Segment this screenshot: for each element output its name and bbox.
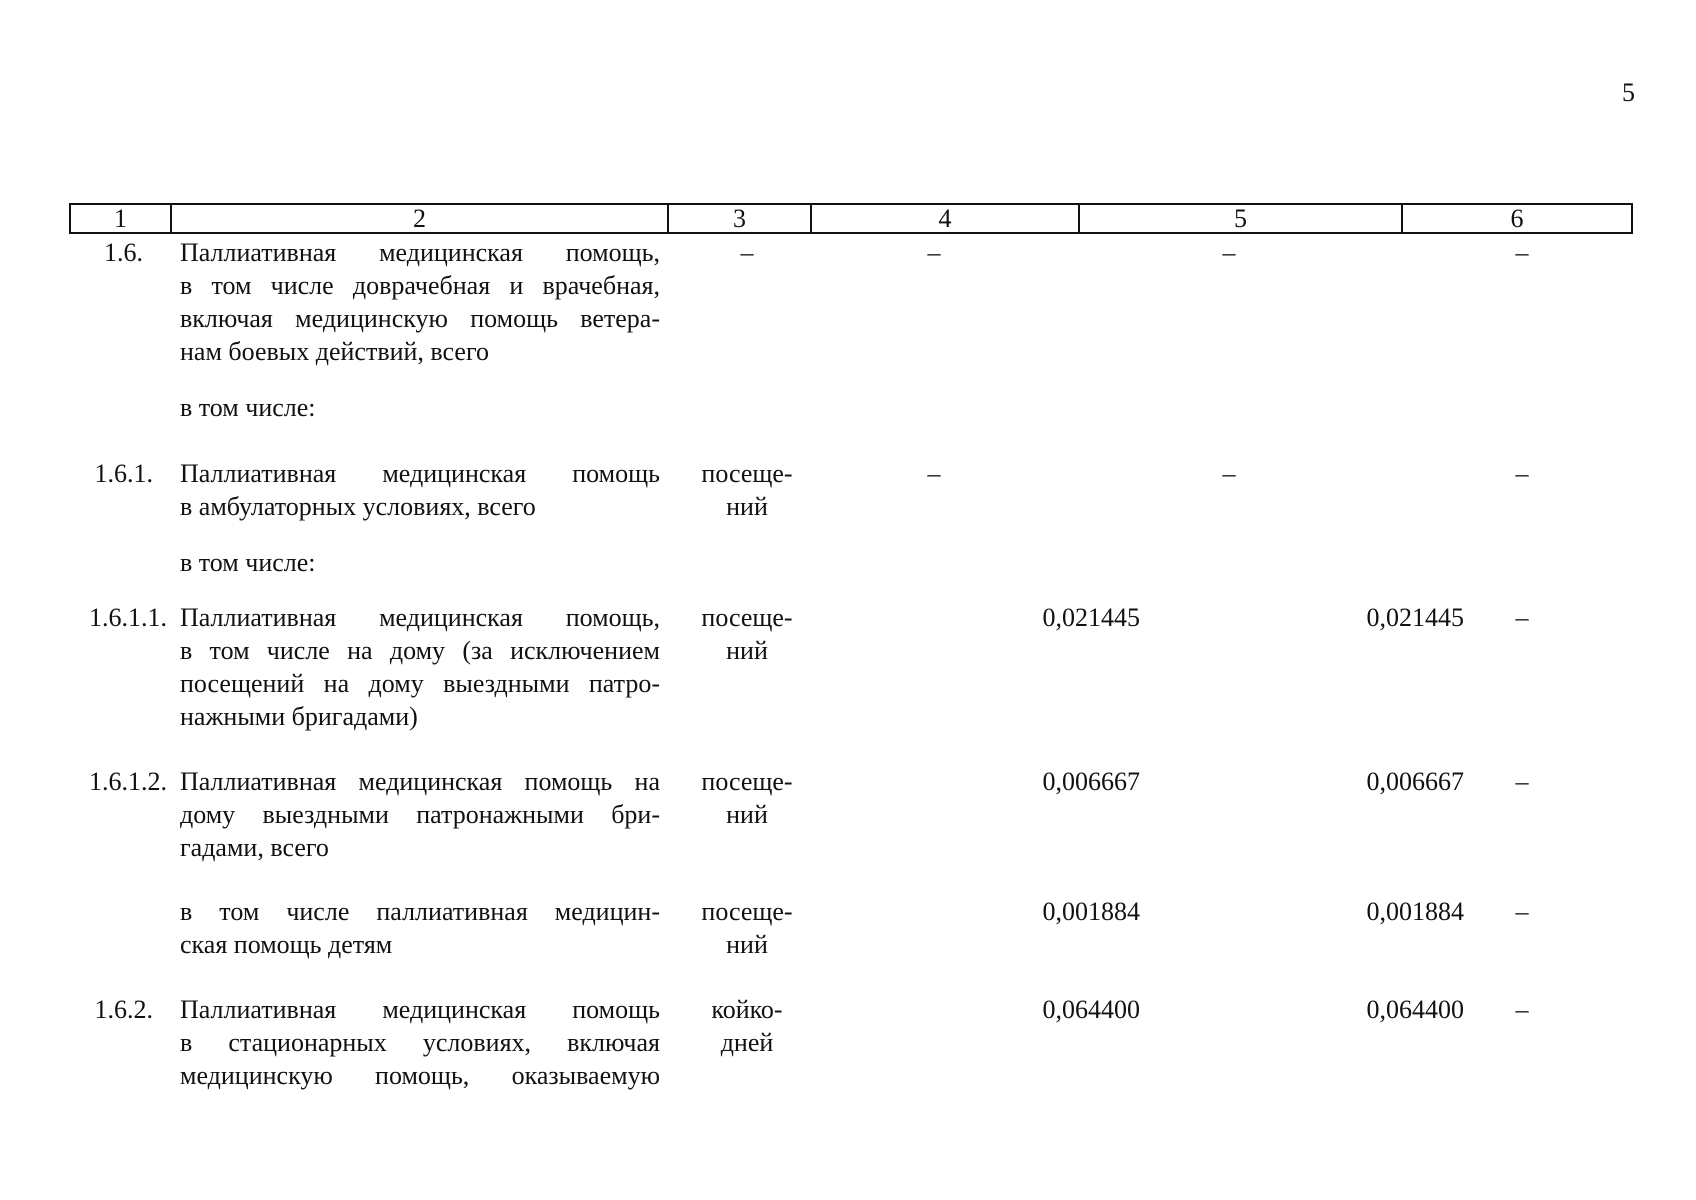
row-col4: 0,006667 <box>1042 767 1140 796</box>
row-col4: 0,001884 <box>1042 897 1140 926</box>
row-unit <box>677 457 817 523</box>
row-number: 1.6.2. <box>94 995 153 1024</box>
row-number: 1.6.1.1. <box>89 603 167 632</box>
row-number: 1.6. <box>104 238 143 267</box>
row-unit <box>677 765 817 831</box>
subheading-text: в том числе: <box>180 393 316 422</box>
row-unit <box>677 895 817 961</box>
header-col-2: 2 <box>172 205 669 232</box>
row-name-line: медицинскую помощь, оказываемую <box>180 1061 660 1090</box>
table-header-row <box>69 203 1633 234</box>
row-unit-line: посеще- <box>701 767 793 796</box>
row-name <box>180 457 660 523</box>
row-name <box>180 993 660 1092</box>
row-col4: – <box>927 238 941 267</box>
row-col6: – <box>1515 238 1529 267</box>
row-name-line: включая медицинскую помощь ветера- <box>180 304 660 333</box>
row-name-line: Паллиативная медицинская помощь <box>180 459 660 488</box>
row-col5: 0,021445 <box>1366 603 1464 632</box>
row-unit: – <box>740 238 754 267</box>
row-name-line: нажными бригадами) <box>180 702 418 731</box>
row-col5: – <box>1222 459 1236 488</box>
header-col-1: 1 <box>71 205 172 232</box>
row-number: 1.6.1.2. <box>89 767 167 796</box>
row-col4: – <box>927 459 941 488</box>
row-name-line: в том числе паллиативная медицин- <box>180 897 660 926</box>
row-col5: 0,006667 <box>1366 767 1464 796</box>
row-unit-line: посеще- <box>701 459 793 488</box>
row-unit-line: ний <box>726 930 768 959</box>
row-name-line: Паллиативная медицинская помощь <box>180 995 660 1024</box>
row-unit <box>677 601 817 667</box>
row-name <box>180 236 660 368</box>
row-name-line: в том числе доврачебная и врачебная, <box>180 271 660 300</box>
row-unit-line: койко- <box>711 995 783 1024</box>
row-name-line: в стационарных условиях, включая <box>180 1028 660 1057</box>
row-col6: – <box>1515 603 1529 632</box>
page-number: 5 <box>1622 78 1635 107</box>
row-col5: 0,064400 <box>1366 995 1464 1024</box>
row-name-line: в амбулаторных условиях, всего <box>180 492 536 521</box>
row-unit-line: дней <box>720 1028 774 1057</box>
row-unit <box>677 993 817 1059</box>
row-col6: – <box>1515 767 1529 796</box>
row-col6: – <box>1515 897 1529 926</box>
row-name-line: дому выездными патронажными бри- <box>180 800 660 829</box>
row-name-line: Паллиативная медицинская помощь, <box>180 603 660 632</box>
row-unit-line: посеще- <box>701 603 793 632</box>
header-col-4: 4 <box>812 205 1080 232</box>
row-unit-line: ний <box>726 636 768 665</box>
row-col6: – <box>1515 995 1529 1024</box>
header-col-6: 6 <box>1510 204 1524 233</box>
row-unit-line: посеще- <box>701 897 793 926</box>
row-name <box>180 601 660 733</box>
row-name-line: Паллиативная медицинская помощь, <box>180 238 660 267</box>
row-col4: 0,064400 <box>1042 995 1140 1024</box>
row-name-line: гадами, всего <box>180 833 329 862</box>
row-name-line: Паллиативная медицинская помощь на <box>180 767 660 796</box>
row-unit-line: ний <box>726 492 768 521</box>
row-name-line: посещений на дому выездными патро- <box>180 669 660 698</box>
row-col5: – <box>1222 238 1236 267</box>
row-name-line: нам боевых действий, всего <box>180 337 489 366</box>
row-col4: 0,021445 <box>1042 603 1140 632</box>
row-col6: – <box>1515 459 1529 488</box>
row-col5: 0,001884 <box>1366 897 1464 926</box>
row-name <box>180 895 660 961</box>
header-col-3: 3 <box>669 205 812 232</box>
subheading-text: в том числе: <box>180 548 316 577</box>
row-name-line: ская помощь детям <box>180 930 393 959</box>
row-number: 1.6.1. <box>94 459 153 488</box>
row-name-line: в том числе на дому (за исключением <box>180 636 660 665</box>
row-unit-line: ний <box>726 800 768 829</box>
header-col-5: 5 <box>1080 205 1403 232</box>
row-name <box>180 765 660 864</box>
